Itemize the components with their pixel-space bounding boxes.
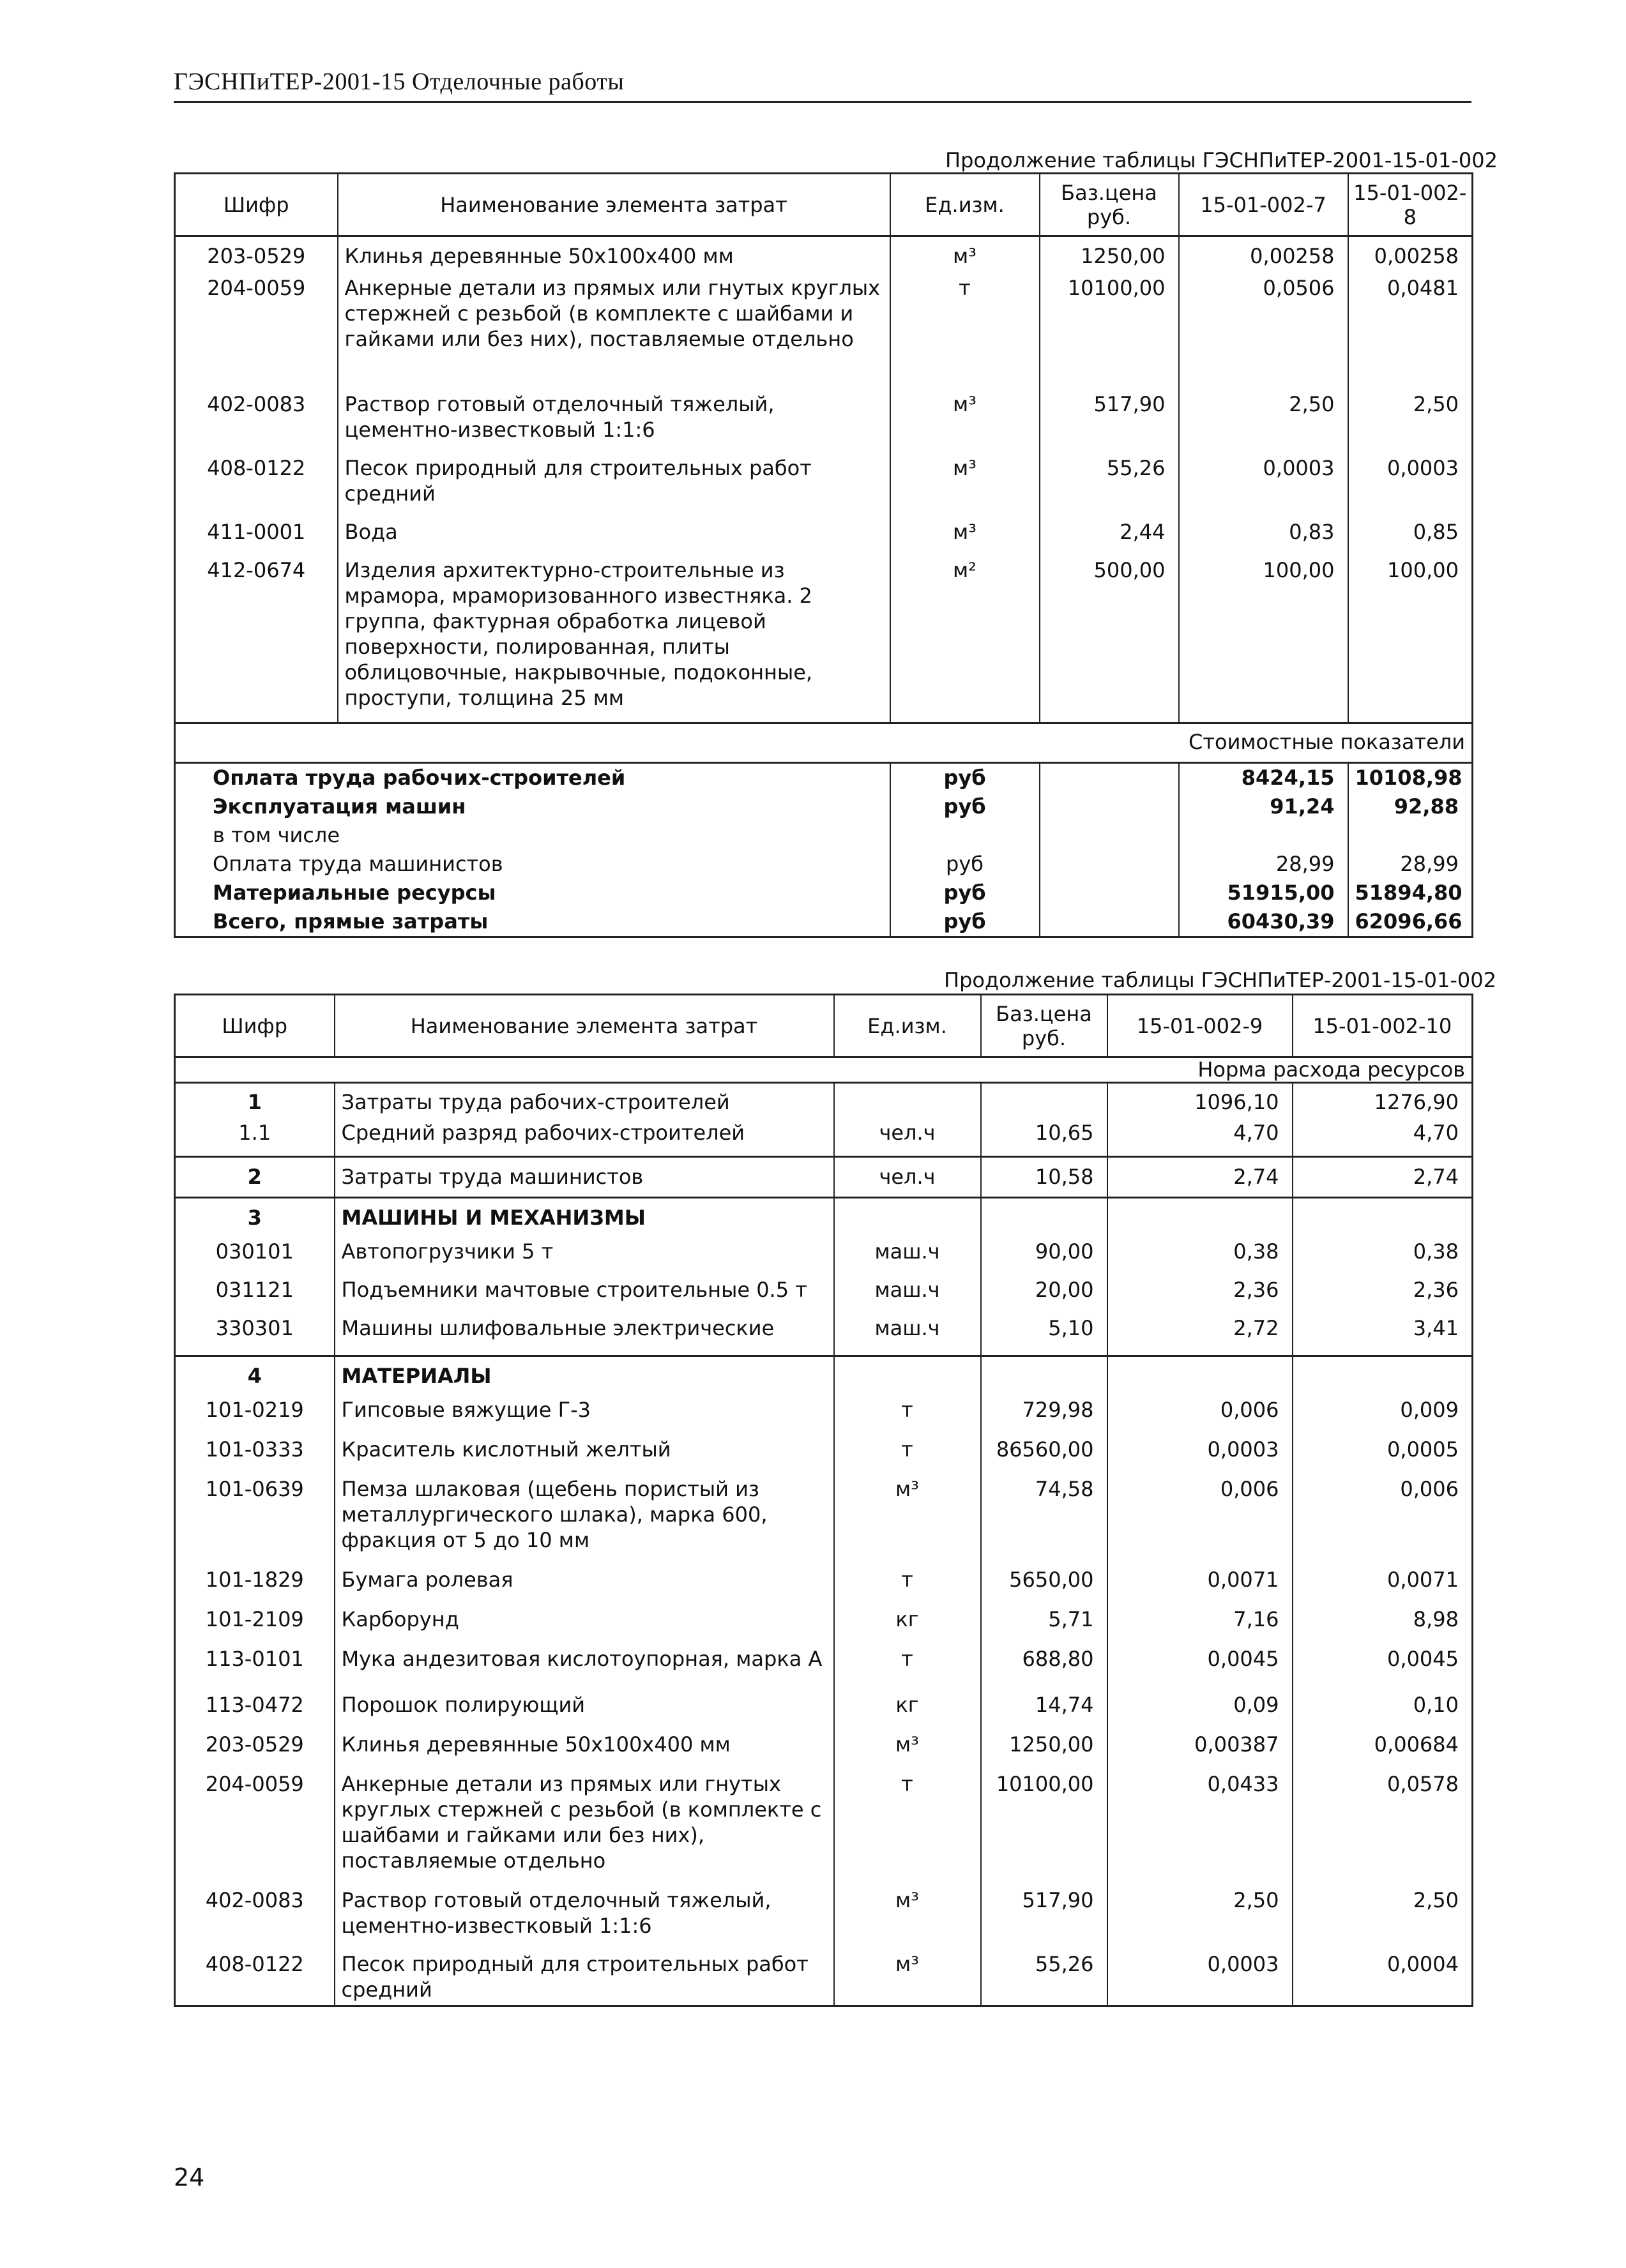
row-unit: маш.ч bbox=[834, 1239, 981, 1277]
table-row bbox=[175, 1606, 1473, 1646]
row-value-a: 0,0003 bbox=[1107, 1437, 1293, 1476]
col-b-header: 15-01-002-8 bbox=[1348, 174, 1473, 236]
col-a-header: 15-01-002-9 bbox=[1107, 995, 1293, 1057]
cost-name: в том числе bbox=[213, 823, 340, 847]
table-row bbox=[175, 1771, 1473, 1887]
row-name: Средний разряд рабочих-строителей bbox=[335, 1120, 834, 1157]
cost-unit: руб bbox=[890, 763, 1040, 793]
row-value-b: 0,0481 bbox=[1348, 275, 1473, 391]
row-value-b: 100,00 bbox=[1348, 557, 1473, 723]
row-price bbox=[981, 1356, 1107, 1397]
cost-row bbox=[175, 763, 1473, 793]
row-value-a: 1096,10 bbox=[1107, 1083, 1293, 1120]
row-price: 10100,00 bbox=[1040, 275, 1179, 391]
row-value-a: 0,83 bbox=[1179, 519, 1348, 557]
row-value-b: 0,0071 bbox=[1293, 1567, 1473, 1606]
row-value-b: 0,00684 bbox=[1293, 1732, 1473, 1771]
row-code: 204-0059 bbox=[205, 1771, 304, 1796]
row-value-b: 2,50 bbox=[1348, 391, 1473, 455]
row-unit: м³ bbox=[890, 519, 1040, 557]
row-value-a: 0,00258 bbox=[1179, 236, 1348, 275]
row-unit: м³ bbox=[890, 391, 1040, 455]
col-unit-header: Ед.изм. bbox=[890, 174, 1040, 236]
norm-header-row bbox=[175, 1057, 1473, 1083]
row-value-a: 0,0003 bbox=[1179, 455, 1348, 519]
row-value-a: 0,0506 bbox=[1179, 275, 1348, 391]
row-unit: маш.ч bbox=[834, 1277, 981, 1315]
row-unit: кг bbox=[834, 1692, 981, 1732]
row-price: 90,00 bbox=[981, 1239, 1107, 1277]
row-price: 1250,00 bbox=[1040, 236, 1179, 275]
row-code: 030101 bbox=[215, 1239, 294, 1264]
cost-value-b bbox=[1348, 821, 1473, 850]
row-value-b: 0,0003 bbox=[1348, 455, 1473, 519]
row-unit bbox=[834, 1356, 981, 1397]
col-b-header: 15-01-002-10 bbox=[1293, 995, 1473, 1057]
table-row bbox=[175, 275, 1473, 391]
row-price: 10,65 bbox=[981, 1120, 1107, 1157]
table-row bbox=[175, 455, 1473, 519]
cost-value-a: 51915,00 bbox=[1179, 879, 1348, 907]
row-price: 688,80 bbox=[981, 1646, 1107, 1692]
row-code: 408-0122 bbox=[205, 1951, 304, 1976]
table-row bbox=[175, 557, 1473, 723]
row-name: Мука андезитовая кислотоупорная, марка А bbox=[335, 1646, 834, 1692]
row-value-a: 0,09 bbox=[1107, 1692, 1293, 1732]
row-price: 500,00 bbox=[1040, 557, 1179, 723]
row-name: Карборунд bbox=[335, 1606, 834, 1646]
norm-header: Норма расхода ресурсов bbox=[175, 1057, 1473, 1083]
row-value-b bbox=[1293, 1356, 1473, 1397]
row-value-b: 1276,90 bbox=[1293, 1083, 1473, 1120]
cost-value-b: 28,99 bbox=[1348, 850, 1473, 879]
cost-unit: руб bbox=[890, 907, 1040, 937]
cost-value-a: 91,24 bbox=[1179, 792, 1348, 821]
row-price: 10,58 bbox=[981, 1157, 1107, 1198]
row-value-a bbox=[1107, 1198, 1293, 1239]
row-unit: кг bbox=[834, 1606, 981, 1646]
table-row bbox=[175, 1277, 1473, 1315]
row-code: 101-2109 bbox=[205, 1606, 304, 1631]
col-unit-header: Ед.изм. bbox=[834, 995, 981, 1057]
row-value-a: 0,0071 bbox=[1107, 1567, 1293, 1606]
col-price-header: Баз.цена руб. bbox=[1040, 174, 1179, 236]
row-name: Затраты труда рабочих-строителей bbox=[335, 1083, 834, 1120]
row-value-a: 0,006 bbox=[1107, 1476, 1293, 1567]
table-row bbox=[175, 1692, 1473, 1732]
page-number: 24 bbox=[174, 2163, 205, 2191]
row-unit: маш.ч bbox=[834, 1315, 981, 1356]
col-price-header: Баз.цена руб. bbox=[981, 995, 1107, 1057]
row-value-b: 0,00258 bbox=[1348, 236, 1473, 275]
row-name: Пемза шлаковая (щебень пористый из металлургического шлака), марка 600, фракция от 5 до 10 мм bbox=[335, 1476, 834, 1567]
row-value-a: 0,006 bbox=[1107, 1397, 1293, 1437]
row-value-a: 2,50 bbox=[1107, 1887, 1293, 1951]
row-unit: м³ bbox=[890, 455, 1040, 519]
row-price bbox=[981, 1083, 1107, 1120]
row-code: 402-0083 bbox=[207, 391, 306, 416]
row-code: 101-1829 bbox=[205, 1567, 304, 1592]
row-name: МАШИНЫ И МЕХАНИЗМЫ bbox=[335, 1198, 834, 1239]
table-row bbox=[175, 1887, 1473, 1951]
cost-name: Материальные ресурсы bbox=[213, 881, 496, 905]
cost-unit bbox=[890, 821, 1040, 850]
row-name: Песок природный для строительных работ средний bbox=[335, 1951, 834, 2006]
row-price: 55,26 bbox=[981, 1951, 1107, 2006]
row-unit: т bbox=[834, 1646, 981, 1692]
row-name: Анкерные детали из прямых или гнутых круглых стержней с резьбой (в комплекте с шайбами и гайками или без них), поставляемые отдельно bbox=[338, 275, 890, 391]
row-value-b: 0,0005 bbox=[1293, 1437, 1473, 1476]
row-code: 101-0639 bbox=[205, 1476, 304, 1501]
table2-continuation-caption: Продолжение таблицы ГЭСНПиТЕР-2001-15-01-002 bbox=[944, 968, 1496, 992]
row-code: 412-0674 bbox=[207, 557, 306, 582]
running-header: ГЭСНПиТЕР-2001-15 Отделочные работы bbox=[174, 68, 625, 95]
row-value-b: 0,0045 bbox=[1293, 1646, 1473, 1692]
row-value-b: 0,38 bbox=[1293, 1239, 1473, 1277]
row-price: 1250,00 bbox=[981, 1732, 1107, 1771]
table-row bbox=[175, 1157, 1473, 1198]
row-value-a: 2,50 bbox=[1179, 391, 1348, 455]
table-row bbox=[175, 1567, 1473, 1606]
row-code: 101-0219 bbox=[205, 1397, 304, 1422]
row-name: Краситель кислотный желтый bbox=[335, 1437, 834, 1476]
row-value-a: 100,00 bbox=[1179, 557, 1348, 723]
row-price: 10100,00 bbox=[981, 1771, 1107, 1887]
cost-value-b: 62096,66 bbox=[1348, 907, 1473, 937]
row-value-a: 2,74 bbox=[1107, 1157, 1293, 1198]
row-value-a: 0,0003 bbox=[1107, 1951, 1293, 2006]
row-name: Вода bbox=[338, 519, 890, 557]
row-unit: м³ bbox=[834, 1732, 981, 1771]
row-price: 5650,00 bbox=[981, 1567, 1107, 1606]
header-rule bbox=[174, 101, 1471, 103]
row-price: 55,26 bbox=[1040, 455, 1179, 519]
cost-value-a: 28,99 bbox=[1179, 850, 1348, 879]
col-name-header: Наименование элемента затрат bbox=[338, 174, 890, 236]
row-code: 101-0333 bbox=[205, 1437, 304, 1462]
row-value-b: 8,98 bbox=[1293, 1606, 1473, 1646]
row-value-b: 3,41 bbox=[1293, 1315, 1473, 1356]
row-name: Автопогрузчики 5 т bbox=[335, 1239, 834, 1277]
table1-continuation-caption: Продолжение таблицы ГЭСНПиТЕР-2001-15-01-002 bbox=[945, 148, 1498, 172]
row-unit: м² bbox=[890, 557, 1040, 723]
row-value-a: 2,72 bbox=[1107, 1315, 1293, 1356]
row-unit bbox=[834, 1198, 981, 1239]
table-row bbox=[175, 1120, 1473, 1157]
table-row bbox=[175, 1646, 1473, 1692]
row-code: 204-0059 bbox=[207, 275, 306, 300]
row-price: 74,58 bbox=[981, 1476, 1107, 1567]
row-value-b: 0,009 bbox=[1293, 1397, 1473, 1437]
row-value-a: 7,16 bbox=[1107, 1606, 1293, 1646]
row-price: 20,00 bbox=[981, 1277, 1107, 1315]
table-row bbox=[175, 1239, 1473, 1277]
table-row bbox=[175, 1732, 1473, 1771]
cost-row bbox=[175, 879, 1473, 907]
row-name: Анкерные детали из прямых или гнутых круглых стержней с резьбой (в комплекте с шайбами и гайками или без них), поставляемые отдельно bbox=[335, 1771, 834, 1887]
row-name: Песок природный для строительных работ средний bbox=[338, 455, 890, 519]
cost-name: Оплата труда машинистов bbox=[213, 852, 503, 876]
row-code: 402-0083 bbox=[205, 1887, 304, 1912]
table-row bbox=[175, 1083, 1473, 1120]
row-code: 203-0529 bbox=[207, 244, 306, 268]
col-code-header: Шифр bbox=[175, 174, 338, 236]
row-name: Бумага ролевая bbox=[335, 1567, 834, 1606]
row-price: 5,10 bbox=[981, 1315, 1107, 1356]
cost-unit: руб bbox=[890, 879, 1040, 907]
row-value-a: 2,36 bbox=[1107, 1277, 1293, 1315]
col-code-header: Шифр bbox=[175, 995, 335, 1057]
col-name-header: Наименование элемента затрат bbox=[335, 995, 834, 1057]
cost-row bbox=[175, 850, 1473, 879]
row-value-b: 2,74 bbox=[1293, 1157, 1473, 1198]
table-row bbox=[175, 1356, 1473, 1397]
row-value-b: 0,10 bbox=[1293, 1692, 1473, 1732]
row-unit: м³ bbox=[890, 236, 1040, 275]
row-code: 411-0001 bbox=[207, 519, 306, 544]
row-value-a: 0,0433 bbox=[1107, 1771, 1293, 1887]
table-row bbox=[175, 1397, 1473, 1437]
table-row bbox=[175, 1951, 1473, 2006]
table-row bbox=[175, 1198, 1473, 1239]
row-value-a: 0,38 bbox=[1107, 1239, 1293, 1277]
row-price: 517,90 bbox=[981, 1887, 1107, 1951]
row-price: 729,98 bbox=[981, 1397, 1107, 1437]
row-name: Клинья деревянные 50х100х400 мм bbox=[338, 236, 890, 275]
row-value-b: 0,006 bbox=[1293, 1476, 1473, 1567]
row-value-a bbox=[1107, 1356, 1293, 1397]
row-name: Изделия архитектурно-строительные из мрамора, мраморизованного известняка. 2 группа, фактурная обработка лицевой поверхности, полированная, плиты облицовочные, накрывочные, подоконные, проступи, толщина 25 мм bbox=[338, 557, 890, 723]
cost-header-row bbox=[175, 723, 1473, 763]
table-row bbox=[175, 1437, 1473, 1476]
table2-header-row bbox=[175, 995, 1473, 1057]
row-code: 330301 bbox=[215, 1315, 294, 1340]
row-name: Машины шлифовальные электрические bbox=[335, 1315, 834, 1356]
cost-value-a bbox=[1179, 821, 1348, 850]
row-unit: чел.ч bbox=[834, 1120, 981, 1157]
row-unit: т bbox=[890, 275, 1040, 391]
row-value-a: 0,0045 bbox=[1107, 1646, 1293, 1692]
row-code: 113-0472 bbox=[205, 1692, 304, 1717]
row-unit: м³ bbox=[834, 1951, 981, 2006]
row-code: 408-0122 bbox=[207, 455, 306, 480]
row-code: 4 bbox=[175, 1356, 335, 1397]
row-name: Гипсовые вяжущие Г-3 bbox=[335, 1397, 834, 1437]
row-unit: т bbox=[834, 1437, 981, 1476]
cost-name: Эксплуатация машин bbox=[213, 794, 466, 819]
table-row bbox=[175, 391, 1473, 455]
table-row bbox=[175, 519, 1473, 557]
row-name: Раствор готовый отделочный тяжелый, цементно-известковый 1:1:6 bbox=[338, 391, 890, 455]
row-value-b: 0,0004 bbox=[1293, 1951, 1473, 2006]
cost-unit: руб bbox=[890, 792, 1040, 821]
cost-header: Стоимостные показатели bbox=[175, 723, 1473, 763]
row-unit: т bbox=[834, 1397, 981, 1437]
row-value-a: 4,70 bbox=[1107, 1120, 1293, 1157]
row-value-b bbox=[1293, 1198, 1473, 1239]
cost-value-b: 10108,98 bbox=[1348, 763, 1473, 793]
cost-value-a: 8424,15 bbox=[1179, 763, 1348, 793]
row-price: 2,44 bbox=[1040, 519, 1179, 557]
row-name: Клинья деревянные 50х100х400 мм bbox=[335, 1732, 834, 1771]
row-code: 1 bbox=[247, 1090, 262, 1114]
row-name: Подъемники мачтовые строительные 0.5 т bbox=[335, 1277, 834, 1315]
cost-name: Всего, прямые затраты bbox=[213, 909, 489, 934]
table2 bbox=[174, 994, 1473, 2007]
row-code: 2 bbox=[175, 1157, 335, 1198]
row-value-b: 4,70 bbox=[1293, 1120, 1473, 1157]
row-name: МАТЕРИАЛЫ bbox=[335, 1356, 834, 1397]
cost-row bbox=[175, 907, 1473, 937]
cost-row bbox=[175, 821, 1473, 850]
row-unit: т bbox=[834, 1567, 981, 1606]
row-unit: т bbox=[834, 1771, 981, 1887]
table-row bbox=[175, 1476, 1473, 1567]
row-value-b: 0,0578 bbox=[1293, 1771, 1473, 1887]
table1 bbox=[174, 172, 1473, 938]
cost-name: Оплата труда рабочих-строителей bbox=[213, 766, 626, 790]
row-price bbox=[981, 1198, 1107, 1239]
row-name: Затраты труда машинистов bbox=[335, 1157, 834, 1198]
row-value-b: 2,50 bbox=[1293, 1887, 1473, 1951]
row-code: 3 bbox=[175, 1198, 335, 1239]
row-value-b: 0,85 bbox=[1348, 519, 1473, 557]
row-unit: м³ bbox=[834, 1476, 981, 1567]
table-row bbox=[175, 1315, 1473, 1356]
row-code: 031121 bbox=[215, 1277, 294, 1302]
cost-value-b: 51894,80 bbox=[1348, 879, 1473, 907]
row-name: Раствор готовый отделочный тяжелый, цементно-известковый 1:1:6 bbox=[335, 1887, 834, 1951]
table1-header-row bbox=[175, 174, 1473, 236]
row-value-b: 2,36 bbox=[1293, 1277, 1473, 1315]
row-name: Порошок полирующий bbox=[335, 1692, 834, 1732]
cost-unit: руб bbox=[890, 850, 1040, 879]
row-code: 113-0101 bbox=[205, 1646, 304, 1671]
cost-value-a: 60430,39 bbox=[1179, 907, 1348, 937]
row-price: 5,71 bbox=[981, 1606, 1107, 1646]
row-price: 14,74 bbox=[981, 1692, 1107, 1732]
row-price: 86560,00 bbox=[981, 1437, 1107, 1476]
row-value-a: 0,00387 bbox=[1107, 1732, 1293, 1771]
cost-value-b: 92,88 bbox=[1348, 792, 1473, 821]
row-code: 203-0529 bbox=[205, 1732, 304, 1757]
row-unit bbox=[834, 1083, 981, 1120]
table-row bbox=[175, 236, 1473, 275]
cost-row bbox=[175, 792, 1473, 821]
col-a-header: 15-01-002-7 bbox=[1179, 174, 1348, 236]
row-code: 1.1 bbox=[238, 1120, 271, 1145]
row-price: 517,90 bbox=[1040, 391, 1179, 455]
row-unit: м³ bbox=[834, 1887, 981, 1951]
row-unit: чел.ч bbox=[834, 1157, 981, 1198]
